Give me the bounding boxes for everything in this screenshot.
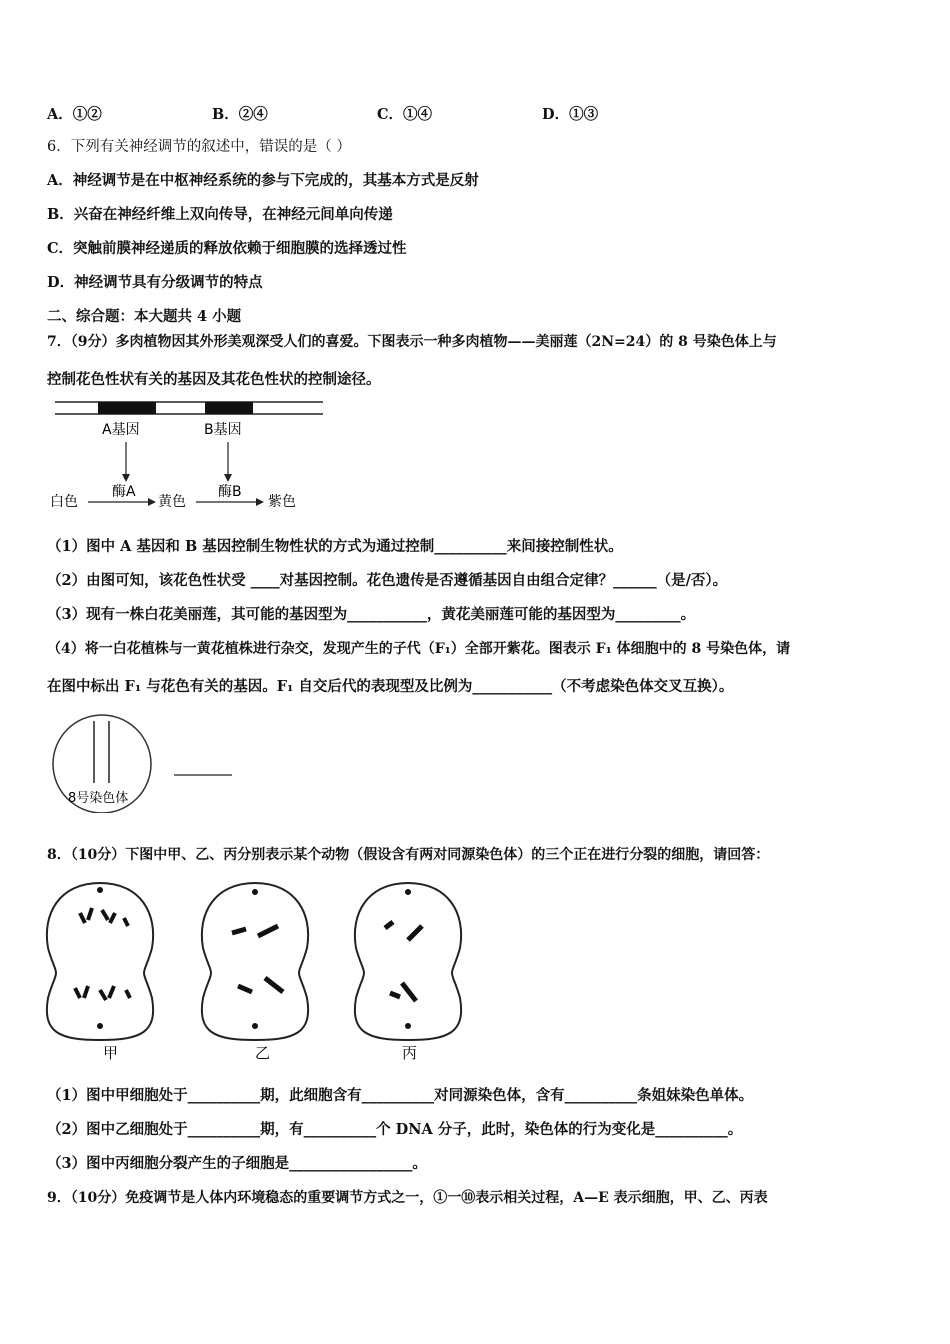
q6-stem: 6．下列有关神经调节的叙述中，错误的是（ ） — [47, 139, 351, 155]
cell-yi — [202, 883, 308, 1040]
circle-label: 8号染色体 — [68, 791, 129, 806]
label-yi: 乙 — [255, 1044, 271, 1062]
arrow-right-b-icon — [256, 498, 264, 506]
cell-jia — [47, 883, 153, 1040]
gene-pathway-diagram — [50, 398, 340, 518]
q7-sub1: （1）图中 A 基因和 B 基因控制生物性状的方式为通过控制__________来间接控制性状。 — [47, 538, 623, 555]
cell-division-diagram — [40, 878, 480, 1068]
purple-label: 紫色 — [268, 494, 296, 510]
q7-sub4-line1: （4）将一白花植株与一黄花植株进行杂交，发现产生的子代（F₁）全部开紫花。图表示 F₁ 体细胞中的 8 号染色体，请 — [47, 641, 791, 657]
arrow-down-b-icon — [224, 474, 232, 482]
q6-option-b: B．兴奋在神经纤维上双向传导，在神经元间单向传递 — [47, 206, 393, 223]
label-bing: 丙 — [402, 1044, 418, 1062]
yellow-label: 黄色 — [158, 494, 186, 510]
arrow-right-a-icon — [148, 498, 156, 506]
q6-option-d: D．神经调节具有分级调节的特点 — [47, 274, 263, 291]
q8-stem: 8．（10分）下图中甲、乙、丙分别表示某个动物（假设含有两对同源染色体）的三个正在进行分裂的细胞，请回答： — [47, 847, 770, 863]
label-jia: 甲 — [103, 1044, 119, 1062]
arrow-down-a-icon — [122, 474, 130, 482]
gene-b-label: B基因 — [204, 422, 242, 438]
q7-sub2: （2）由图可知，该花色性状受 ____对基因控制。花色遗传是否遵循基因自由组合定律？______（是/否）。 — [47, 572, 728, 589]
q5-option-b: B．②④ — [212, 106, 268, 123]
q8-sub2: （2）图中乙细胞处于__________期，有__________个 DNA 分子，此时，染色体的行为变化是__________。 — [47, 1121, 743, 1138]
white-label: 白色 — [50, 494, 78, 510]
enzyme-a-label: 酶A — [112, 484, 136, 500]
gene-a-label: A基因 — [102, 422, 140, 438]
enzyme-b-label: 酶B — [218, 484, 242, 500]
q7-stem-line2: 控制花色性状有关的基因及其花色性状的控制途径。 — [47, 371, 381, 388]
gene-b-block — [205, 402, 253, 414]
q5-option-a: A．①② — [47, 106, 102, 123]
q8-sub1: （1）图中甲细胞处于__________期，此细胞含有__________对同源染色体，含有__________条姐妹染色单体。 — [47, 1087, 754, 1104]
cell-bing — [355, 883, 461, 1040]
chromosome-8-circle-diagram — [46, 713, 236, 813]
q7-stem-line1: 7．（9分）多肉植物因其外形美观深受人们的喜爱。下图表示一种多肉植物——美丽莲（2N=24）的 8 号染色体上与 — [47, 334, 777, 350]
q5-option-d: D．①③ — [542, 106, 599, 123]
q9-stem: 9．（10分）免疫调节是人体内环境稳态的重要调节方式之一，①一⑩表示相关过程，A—E 表示细胞，甲、乙、丙表 — [47, 1190, 768, 1206]
section-heading: 二、综合题：本大题共 4 小题 — [47, 308, 242, 325]
q6-option-c: C．突触前膜神经递质的释放依赖于细胞膜的选择透过性 — [47, 240, 407, 257]
q7-sub4-line2: 在图中标出 F₁ 与花色有关的基因。F₁ 自交后代的表现型及比例为___________（不考虑染色体交叉互换）。 — [47, 678, 734, 695]
q8-sub3: （3）图中丙细胞分裂产生的子细胞是_________________。 — [47, 1155, 427, 1172]
q5-option-c: C．①④ — [377, 106, 433, 123]
q7-sub3: （3）现有一株白花美丽莲，其可能的基因型为___________，黄花美丽莲可能的基因型为_________。 — [47, 606, 696, 623]
q6-option-a: A．神经调节是在中枢神经系统的参与下完成的，其基本方式是反射 — [47, 172, 479, 189]
gene-a-block — [98, 402, 156, 414]
